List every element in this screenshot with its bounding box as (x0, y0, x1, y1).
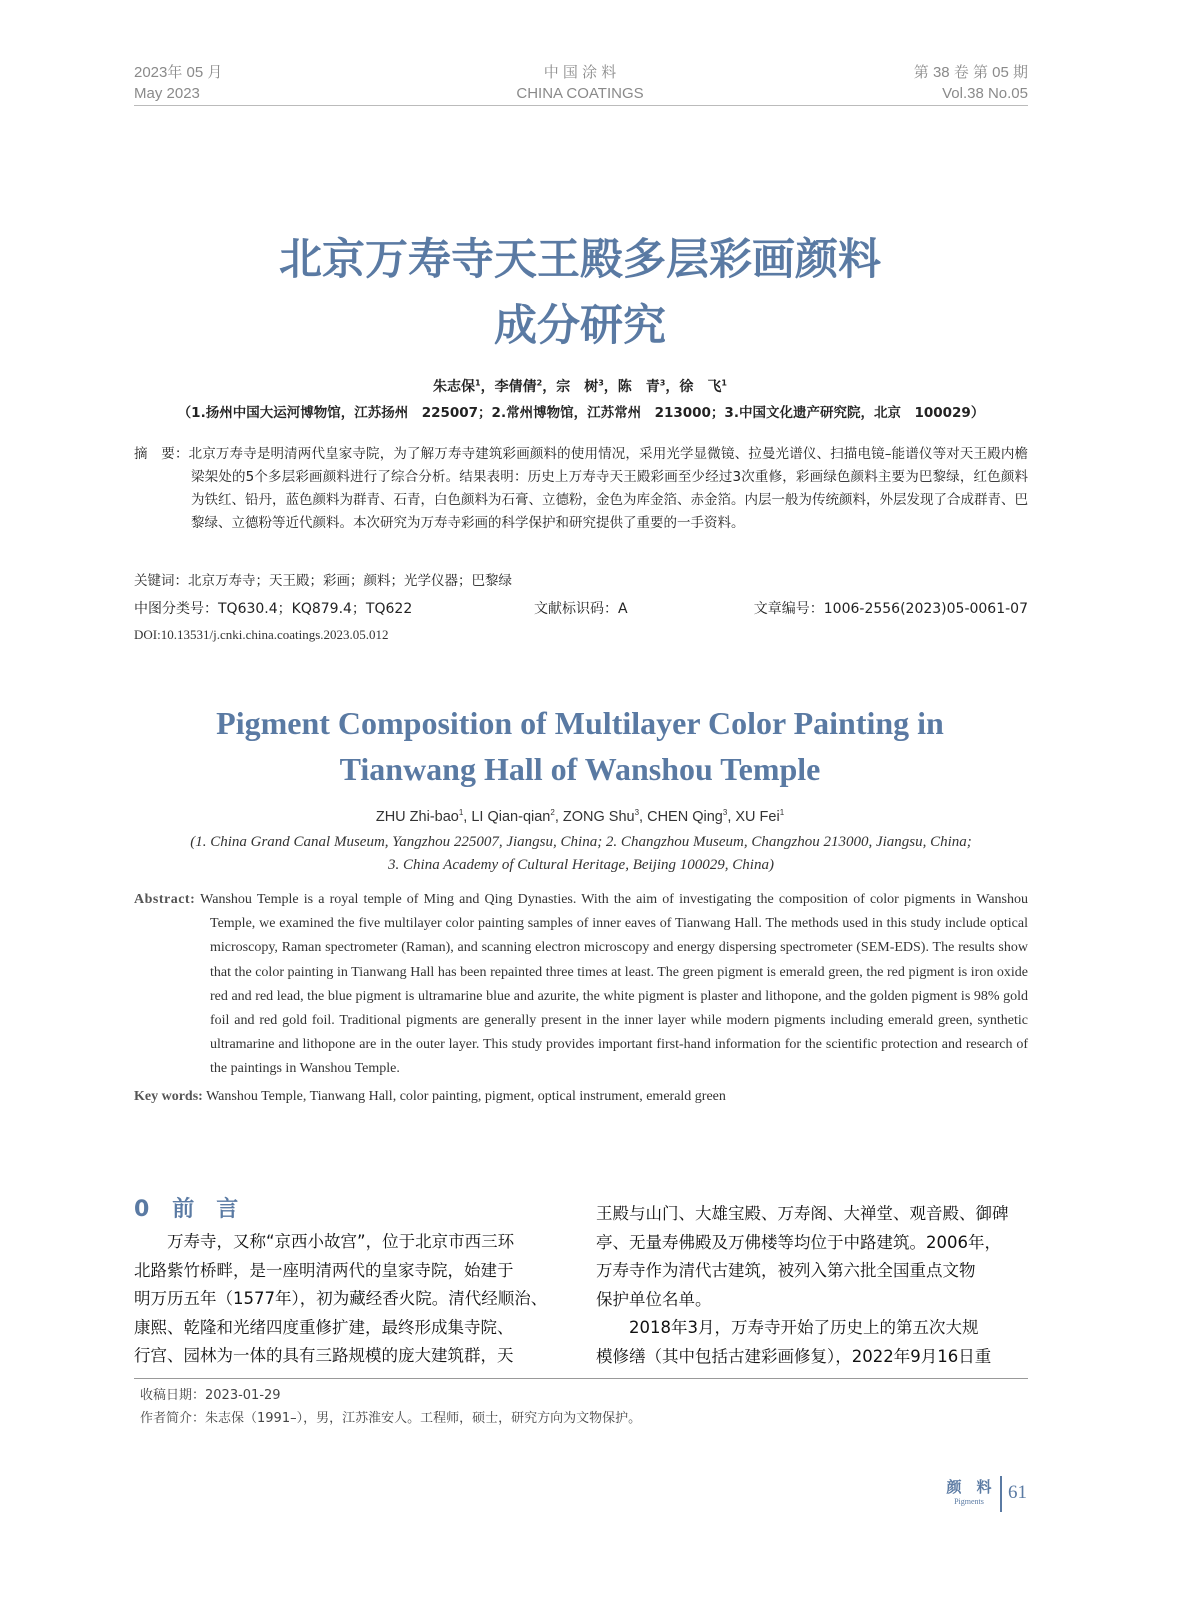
author (376, 809, 463, 825)
author (679, 379, 727, 395)
body-line: 行宫、园林为一体的具有三路规模的庞大建筑群，天 (134, 1346, 514, 1366)
header-issue-cn: 第 38 卷 第 05 期 (913, 64, 1028, 81)
abstract-cn-label: 摘 要： (134, 446, 189, 462)
author-affiliation-mark: 3 (659, 378, 666, 388)
footer-journal (940, 1476, 998, 1506)
affiliation-en (134, 831, 1028, 877)
article-number: 文章编号：1006-2556(2023)05-0061-07 (753, 601, 1028, 617)
header-issue-en: Vol.38 No.05 (942, 85, 1028, 102)
author (556, 379, 604, 395)
classification-number: 中图分类号：TQ630.4；KQ879.4；TQ622 (134, 601, 413, 617)
author-affiliation-mark: 3 (722, 808, 728, 817)
title-cn-line2: 成分研究 (494, 301, 666, 351)
abstract-en (134, 888, 1028, 1082)
author (735, 809, 784, 825)
author-name: XU Fei (735, 808, 780, 825)
header-journal (480, 62, 680, 104)
header-journal-cn: 中 国 涂 料 (543, 64, 617, 81)
author (433, 379, 481, 395)
body-line: 王殿与山门、大雄宝殿、万寿阁、大禅堂、观音殿、御碑 (596, 1204, 1009, 1223)
header-issue (914, 62, 1028, 104)
author-name: 宗 树 (556, 379, 599, 395)
header-date-en: May 2023 (134, 85, 200, 102)
author-affiliation-mark: 2 (536, 378, 543, 388)
author-name: 陈 青 (617, 379, 660, 395)
author-name: ZONG Shu (562, 808, 635, 825)
authors-en: ZHU Zhi-bao$^1$, LI Qian-qian$^2$, ZONG Shu$^3$, CHEN Qing$^3$, XU Fei$^1$ (375, 808, 785, 825)
section-title: 前 言 (172, 1197, 239, 1222)
footnotes (140, 1384, 641, 1430)
header-date-cn: 2023年 05 月 (134, 64, 223, 81)
footer-journal-cn: 颜 料 (946, 1478, 992, 1496)
author-name: CHEN Qing (647, 808, 723, 825)
keywords-en-label: Key words: (134, 1089, 203, 1104)
author-name: 李倩倩 (494, 379, 537, 395)
section-heading (134, 1192, 238, 1223)
header-journal-en: CHINA COATINGS (516, 85, 644, 102)
keywords-cn (134, 570, 512, 593)
author (647, 809, 727, 825)
header-rule (134, 105, 1028, 106)
body-line: 模修缮（其中包括古建彩画修复），2022年9月16日重 (596, 1346, 992, 1366)
author-affiliation-mark: 1 (721, 378, 727, 388)
authors-cn: 朱志保$^1$，李倩倩$^2$，宗 树$^3$，陈 青$^3$，徐 飞$^1$ (433, 378, 727, 395)
abstract-cn-text: 北京万寿寺是明清两代皇家寺院，为了解万寿寺建筑彩画颜料的使用情况，采用光学显微镜、拉曼光谱仪、扫描电镜–能谱仪等对天王殿内檐梁架处的5个多层彩画颜料进行了综合分析。结果表明：历史上万寿寺天王殿彩画至少经过3次重修，彩画绿色颜料主要为巴黎绿，红色颜料为铁红、铅丹，蓝色颜料为群青、石青，白色颜料为石膏、立德粉，金色为库金箔、赤金箔。内层一般为传统颜料，外层发现了合成群青、巴黎绿、立德粉等近代颜料。本次研究为万寿寺彩画的科学保护和研究提供了重要的一手资料。 (188, 446, 1029, 531)
footer-divider (1000, 1476, 1002, 1512)
author (563, 809, 639, 825)
author-name: ZHU Zhi-bao (375, 808, 459, 825)
keywords-cn-text: 北京万寿寺；天王殿；彩画；颜料；光学仪器；巴黎绿 (188, 573, 512, 589)
author-name: 徐 飞 (679, 379, 722, 395)
body-line: 明万历五年（1577年），初为藏经香火院。清代经顺治、 (134, 1289, 548, 1309)
author (495, 379, 543, 395)
author (618, 379, 666, 395)
page-number: 61 (1008, 1482, 1027, 1503)
body-line: 万寿寺作为清代古建筑，被列入第六批全国重点文物 (596, 1261, 976, 1281)
abstract-cn (134, 443, 1028, 535)
affiliation-cn: （1.扬州中国大运河博物馆，江苏扬州 225007；2.常州博物馆，江苏常州 213000；3.中国文化遗产研究院，北京 100029） (177, 405, 985, 421)
affiliation-en-line1: (1. China Grand Canal Museum, Yangzhou 225007, Jiangsu, China; 2. Changzhou Museum, Changzhou 213000, Jiangsu, China; (190, 834, 972, 850)
footnote-rule (134, 1378, 1028, 1379)
abstract-en-text: Wanshou Temple is a royal temple of Ming and Qing Dynasties. With the aim of investigating the composition of color pigments in Wanshou Temple, we examined the five multilayer color painting samples of inner eaves of Tianwang Hall. The methods used in this study include optical microscopy, Raman spectrometer (Raman), and scanning electron microscopy and energy dispersing spectrometer (SEM-EDS). The results show that the color painting in Tianwang Hall has been repainted three times at least. The green pigment is emerald green, the red pigment is iron oxide red and red lead, the blue pigment is ultramarine blue and azurite, the white pigment is plaster and lithopone, and the golden pigment is 98% gold foil and red gold foil. Traditional pigments are generally present in the inner layer while modern pigments including emerald green, synthetic ultramarine and lithopone are in the outer layer. This study provides important first-hand information for the scientific protection and research of the paintings in Wanshou Temple. (200, 892, 1028, 1077)
abstract-en-label: Abstract: (134, 892, 196, 907)
title-en-line1: Pigment Composition of Multilayer Color Painting in (216, 705, 944, 741)
title-en-line2: Tianwang Hall of Wanshou Temple (339, 751, 821, 787)
title-cn-line1: 北京万寿寺天王殿多层彩画颜料 (279, 235, 881, 285)
author-name: LI Qian-qian (471, 808, 551, 825)
author-affiliation-mark: 2 (550, 808, 555, 817)
author-affiliation-mark: 1 (475, 378, 481, 388)
author-affiliation-mark: 1 (458, 808, 464, 817)
keywords-en-text: Wanshou Temple, Tianwang Hall, color painting, pigment, optical instrument, emerald green (206, 1089, 726, 1104)
author-bio: 作者简介：朱志保（1991–），男，江苏淮安人。工程师，硕士，研究方向为文物保护。 (140, 1411, 642, 1426)
author-name: 朱志保 (433, 379, 476, 395)
body-line: 2018年3月，万寿寺开始了历史上的第五次大规 (596, 1318, 979, 1338)
body-line: 亭、无量寿佛殿及万佛楼等均位于中路建筑。2006年， (596, 1232, 1001, 1252)
received-date: 收稿日期：2023-01-29 (140, 1388, 281, 1403)
header-date (134, 62, 222, 104)
author-affiliation-mark: 3 (634, 808, 640, 817)
body-line: 万寿寺，又称“京西小故宫”，位于北京市西三环 (134, 1232, 515, 1251)
body-line: 保护单位名单。 (596, 1289, 712, 1309)
document-code: 文献标识码：A (534, 601, 628, 617)
body-line: 北路紫竹桥畔，是一座明清两代的皇家寺院，始建于 (134, 1260, 514, 1280)
doi[interactable]: DOI:10.13531/j.cnki.china.coatings.2023.05.012 (134, 627, 389, 642)
affiliation-en-line2: 3. China Academy of Cultural Heritage, Beijing 100029, China) (388, 857, 774, 873)
keywords-cn-label: 关键词： (134, 573, 188, 589)
section-number: 0 (134, 1197, 150, 1222)
body-column-right (596, 1200, 1009, 1372)
author-affiliation-mark: 1 (779, 808, 785, 817)
author (471, 809, 554, 825)
keywords-en (134, 1085, 726, 1109)
author-affiliation-mark: 3 (598, 378, 604, 388)
body-column-left (134, 1228, 547, 1371)
footer-journal-en: Pigments (954, 1497, 984, 1506)
body-line: 康熙、乾隆和光绪四度重修扩建，最终形成集寺院、 (134, 1317, 514, 1337)
